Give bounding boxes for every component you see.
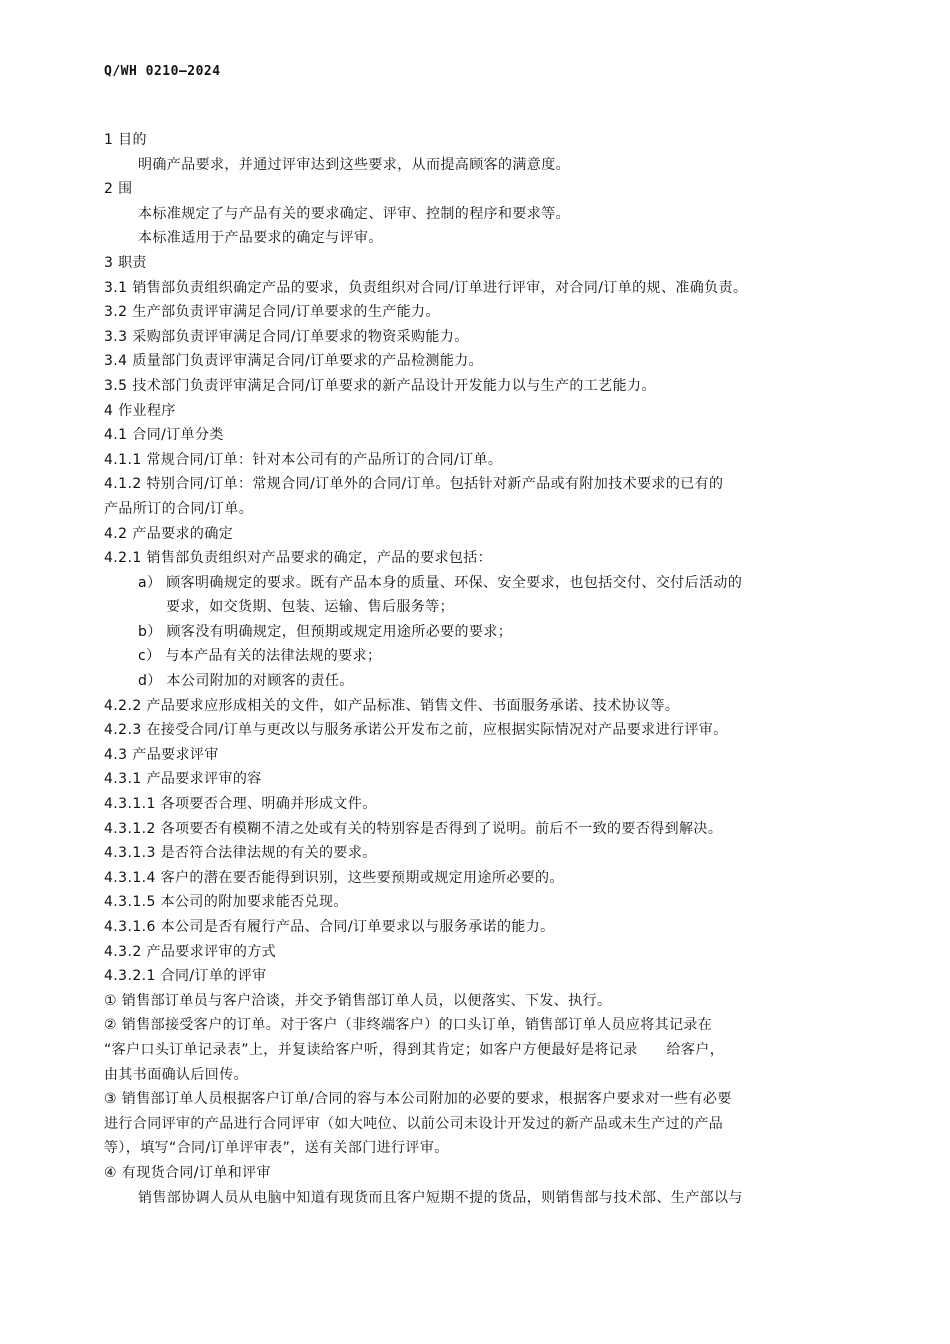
document-code: Q/WH 0210—2024 <box>104 64 221 79</box>
paragraph-line: 由其书面确认后回传。 <box>104 1066 248 1083</box>
list-item: a） 顾客明确规定的要求。既有产品本身的质量、环保、安全要求，也包括交付、交付后活动的 <box>138 574 743 591</box>
paragraph-line: 本标准适用于产品要求的确定与评审。 <box>138 230 383 247</box>
clause-line: 4.3.1.4 客户的潜在要否能得到识别，这些要预期或规定用途所必要的。 <box>104 869 564 886</box>
clause-line: 产品所订的合同/订单。 <box>104 500 254 517</box>
clause-line: 4.3.1.6 本公司是否有履行产品、合同/订单要求以与服务承诺的能力。 <box>104 919 555 935</box>
clause-line: 4.1 合同/订单分类 <box>104 427 224 444</box>
paragraph-line: 销售部协调人员从电脑中知道有现货而且客户短期不提的货品，则销售部与技术部、生产部以与 <box>138 1189 743 1206</box>
clause-line: 4.1.1 常规合同/订单：针对本公司有的产品所订的合同/订单。 <box>104 451 503 468</box>
clause-line: 4.3.1.3 是否符合法律法规的有关的要求。 <box>104 845 377 862</box>
clause-line: 4.2.2 产品要求应形成相关的文件，如产品标准、销售文件、书面服务承诺、技术协议等。 <box>104 697 680 714</box>
clause-line: 4.3.1.5 本公司的附加要求能否兑现。 <box>104 894 348 911</box>
numbered-step: ② 销售部接受客户的订单。对于客户（非终端客户）的口头订单，销售部订单人员应将其记录在 <box>104 1017 713 1034</box>
clause-line: 3.4 质量部门负责评审满足合同/订单要求的产品检测能力。 <box>104 353 484 370</box>
clause-line: 3.3 采购部负责评审满足合同/订单要求的物资采购能力。 <box>104 328 469 345</box>
clause-line: 4.2 产品要求的确定 <box>104 525 234 542</box>
clause-line: 4.3.1 产品要求评审的容 <box>104 771 262 788</box>
clause-line: 4.3 产品要求评审 <box>104 746 219 763</box>
clause-line: 3.5 技术部门负责评审满足合同/订单要求的新产品设计开发能力以与生产的工艺能力。 <box>104 377 656 394</box>
clause-line: 3.1 销售部负责组织确定产品的要求，负责组织对合同/订单进行评审，对合同/订单的规、准确负责。 <box>104 279 748 296</box>
section-heading: 2 围 <box>104 181 133 198</box>
section-heading: 1 目的 <box>104 132 147 148</box>
paragraph-line: 等），填写“合同/订单评审表”，送有关部门进行评审。 <box>104 1140 449 1157</box>
clause-line: 4.3.2.1 合同/订单的评审 <box>104 968 267 985</box>
paragraph-line: “客户口头订单记录表”上，并复读给客户听，得到其肯定；如客户方便最好是将记录 给客户， <box>104 1041 725 1058</box>
numbered-step: ③ 销售部订单人员根据客户订单/合同的容与本公司附加的必要的要求，根据客户要求对一些有必要 <box>104 1091 732 1108</box>
list-item: d） 本公司附加的对顾客的责任。 <box>138 673 354 690</box>
numbered-step: ④ 有现货合同/订单和评审 <box>104 1164 271 1181</box>
paragraph-line: 明确产品要求，并通过评审达到这些要求，从而提高顾客的满意度。 <box>138 156 570 173</box>
clause-line: 4.3.1.1 各项要否合理、明确并形成文件。 <box>104 796 377 813</box>
numbered-step: ① 销售部订单员与客户洽谈，并交予销售部订单人员，以便落实、下发、执行。 <box>104 992 612 1009</box>
list-item: b） 顾客没有明确规定，但预期或规定用途所必要的要求； <box>138 623 513 640</box>
clause-line: 4.2.1 销售部负责组织对产品要求的确定，产品的要求包括： <box>104 550 493 567</box>
paragraph-line: 本标准规定了与产品有关的要求确定、评审、控制的程序和要求等。 <box>138 205 570 222</box>
section-heading: 3 职责 <box>104 254 147 271</box>
section-heading: 4 作业程序 <box>104 402 176 419</box>
paragraph-line: 进行合同评审的产品进行合同评审（如大吨位、以前公司未设计开发过的新产品或未生产过的产品 <box>104 1115 724 1132</box>
list-item: c） 与本产品有关的法律法规的要求； <box>138 648 382 665</box>
clause-line: 3.2 生产部负责评审满足合同/订单要求的生产能力。 <box>104 304 440 321</box>
clause-line: 4.3.1.2 各项要否有模糊不清之处或有关的特别容是否得到了说明。前后不一致的要否得到解决。 <box>104 820 723 837</box>
document-body <box>104 128 864 1210</box>
clause-line: 4.2.3 在接受合同/订单与更改以与服务承诺公开发布之前，应根据实际情况对产品要求进行评审。 <box>104 722 728 739</box>
clause-line: 4.3.2 产品要求评审的方式 <box>104 943 277 960</box>
list-item-continuation: 要求，如交货期、包装、运输、售后服务等； <box>166 599 454 616</box>
clause-line: 4.1.2 特别合同/订单：常规合同/订单外的合同/订单。包括针对新产品或有附加技术要求的已有的 <box>104 476 724 493</box>
